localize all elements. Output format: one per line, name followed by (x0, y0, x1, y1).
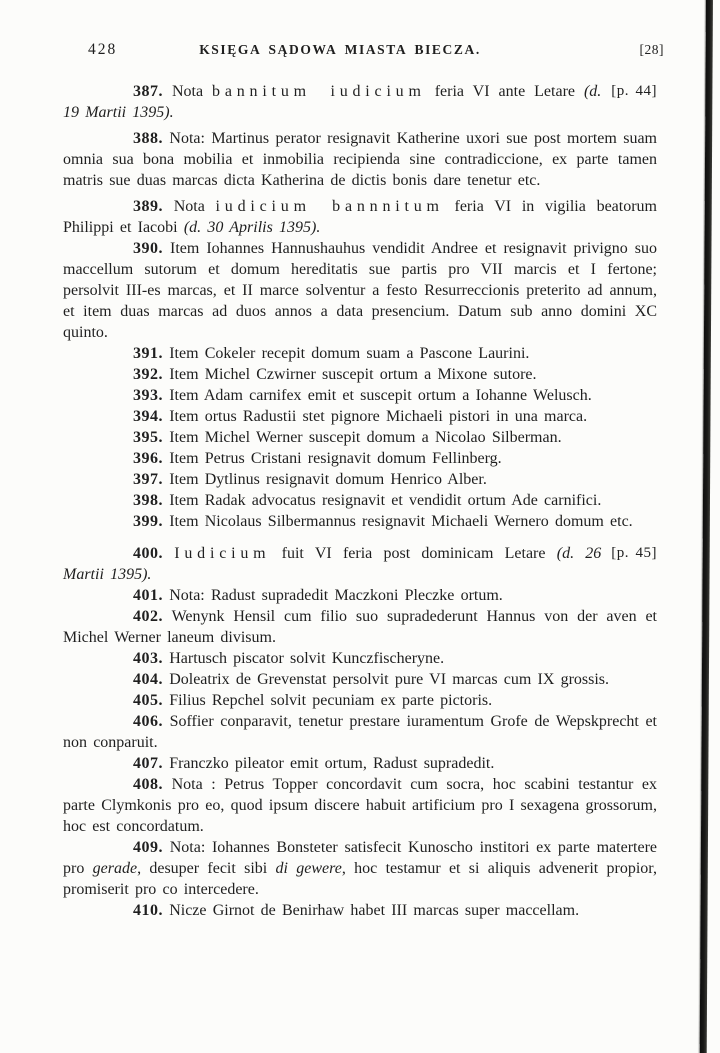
entry-text-run: Nicze Girnot de Benirhaw habet III marcas super maccellam. (169, 902, 580, 919)
entry-text-run: Item Michel Czwirner suscepit ortum a Mixone sutore. (169, 366, 537, 383)
entry-403 (63, 648, 657, 669)
entry-text-run: Item ortus Radustii stet pignore Michaeli pistori in una marca. (169, 408, 588, 425)
entry-402 (63, 606, 657, 648)
entry-number: 392. (133, 366, 163, 383)
entry-399 (63, 511, 657, 532)
entry-400 (63, 543, 657, 585)
entry-text-run: Filius Repchel solvit pecuniam ex parte pictoris. (169, 692, 493, 709)
entry-number: 393. (133, 387, 163, 404)
entry-text-run: feria VI in vigilia beatorum Philippi et Iacobi (63, 198, 657, 236)
entry-387 (63, 81, 657, 123)
entry-404 (63, 669, 657, 690)
entry-393 (63, 385, 657, 406)
entry-text-run: Franczko pileator emit ortum, Radust supradedit. (169, 755, 495, 772)
entry-text-run: gerade (92, 860, 138, 877)
entry-text-run: (d. 30 Aprilis 1395). (183, 219, 321, 236)
entry-text-run: , hoc testamur et si aliquis advenerit propior, promiserit pro co intercedere. (63, 860, 657, 898)
entry-408 (63, 774, 657, 837)
entry-388 (63, 128, 657, 191)
entry-text-run: Nota (173, 198, 216, 215)
entry-number: 395. (133, 429, 163, 446)
entry-394 (63, 406, 657, 427)
entry-391 (63, 343, 657, 364)
entry-text-run: fuit VI feria post dominicam Letare (270, 545, 557, 562)
entry-number: 403. (133, 650, 163, 667)
entry-text-run: Item Radak advocatus resignavit et vendidit ortum Ade carnifici. (169, 492, 602, 509)
running-head (0, 38, 720, 62)
scan-edge-artifact (700, 0, 713, 1053)
entry-number: 401. (133, 587, 163, 604)
page-break-marker: [p. 44] (611, 83, 657, 99)
entry-text-run: Item Iohannes Hannushauhus vendidit Andree et resignavit privigno suo maccellum sutorum et domum hereditatis sue partis pro VII marcis et I fertone; persolvit III-es marcas, et II marce solventur a festo Resurreccionis preterito ad annum, et item duas marcas ad duos annos a data presencium. Datum sub anno domini XC quinto. (63, 240, 657, 341)
entry-text-run: Iudicium (174, 545, 271, 562)
entry-text-run: bannitum iudicium (212, 83, 426, 100)
entry-number: 409. (133, 839, 163, 856)
entry-396 (63, 448, 657, 469)
entry-text-run: Item Cokeler recepit domum suam a Pascone Laurini. (169, 345, 530, 362)
entry-text-run: , desuper fecit sibi (137, 860, 276, 877)
entry-number: 404. (133, 671, 163, 688)
entry-392 (63, 364, 657, 385)
entry-text-run: (d. 26 Martii 1395). (63, 545, 602, 583)
page-number: 428 (88, 41, 118, 58)
entry-text-run: Hartusch piscator solvit Kunczfischeryne. (169, 650, 445, 667)
entry-text-run: Nota: Iohannes Bonsteter satisfecit Kunoscho institori ex parte matertere pro (63, 839, 658, 877)
entry-text-run: Item Michel Werner suscepit domum a Nicolao Silberman. (169, 429, 562, 446)
entry-text-run: Nota : Petrus Topper concordavit cum socra, hoc scabini testantur ex parte Clymkonis pro eo, quod ipsum discere habuit artificium pro I sexagena grossorum, hoc est concordatum. (63, 776, 658, 835)
entry-number: 398. (133, 492, 163, 509)
entry-number: 390. (133, 240, 163, 257)
running-title: KSIĘGA SĄDOWA MIASTA BIECZA. (199, 42, 481, 57)
entry-text-run: Nota: Radust supradedit Maczkoni Pleczke ortum. (169, 587, 503, 604)
entry-409 (63, 837, 657, 900)
entry-text-run: iudicium bannnitum (215, 198, 444, 215)
entry-number: 405. (133, 692, 163, 709)
entry-text-run: feria VI ante Letare (425, 83, 584, 100)
entry-number: 400. (133, 545, 163, 562)
entry-number: 396. (133, 450, 163, 467)
entry-410 (63, 900, 657, 921)
entry-number: 406. (133, 713, 163, 730)
entry-number: 399. (133, 513, 163, 530)
entry-number: 402. (133, 608, 163, 625)
entry-number: 391. (133, 345, 163, 362)
entry-number: 389. (133, 198, 163, 215)
entry-395 (63, 427, 657, 448)
entry-text-run: Nota (171, 83, 213, 100)
entry-text-run: Nota: Martinus perator resignavit Katherine uxori sue post mortem suam omnia sua bona mobilia et inmobilia recipienda sine contradiccione, ex parte tamen matris sue duas marcas dicta Katherina de dictis bonis dare tenetur etc. (63, 130, 657, 189)
content (63, 81, 657, 921)
entry-405 (63, 690, 657, 711)
entry-number: 408. (133, 776, 163, 793)
entry-number: 397. (133, 471, 163, 488)
page-break-marker: [p. 45] (611, 545, 657, 561)
entry-text-run: Soffier conparavit, tenetur prestare iuramentum Grofe de Wepskprecht et non conparuit. (63, 713, 657, 751)
entry-number: 394. (133, 408, 163, 425)
entry-text-run: Item Adam carnifex emit et suscepit ortum a Iohanne Welusch. (169, 387, 592, 404)
entry-text-run: Item Dytlinus resignavit domum Henrico Alber. (169, 471, 487, 488)
entry-397 (63, 469, 657, 490)
entry-407 (63, 753, 657, 774)
entry-text-run: Doleatrix de Grevenstat persolvit pure VI marcas cum IX grossis. (169, 671, 610, 688)
entry-406 (63, 711, 657, 753)
entry-text-run: Item Petrus Cristani resignavit domum Fellinberg. (169, 450, 502, 467)
entry-390 (63, 238, 657, 343)
entry-number: 387. (133, 83, 163, 100)
folio-number: [28] (639, 42, 664, 57)
entry-text-run: Wenynk Hensil cum filio suo supradederunt Hannus von der aven et Michel Werner laneum divisum. (63, 608, 657, 646)
entry-401 (63, 585, 657, 606)
entry-number: 407. (133, 755, 163, 772)
entry-389 (63, 196, 657, 238)
entry-text-run: Item Nicolaus Silbermannus resignavit Michaeli Wernero domum etc. (169, 513, 633, 530)
entry-number: 410. (133, 902, 163, 919)
entry-text-run: (d. 19 Martii 1395). (63, 83, 602, 121)
entry-398 (63, 490, 657, 511)
entry-text-run: di gewere (275, 860, 342, 877)
entry-number: 388. (133, 130, 163, 147)
